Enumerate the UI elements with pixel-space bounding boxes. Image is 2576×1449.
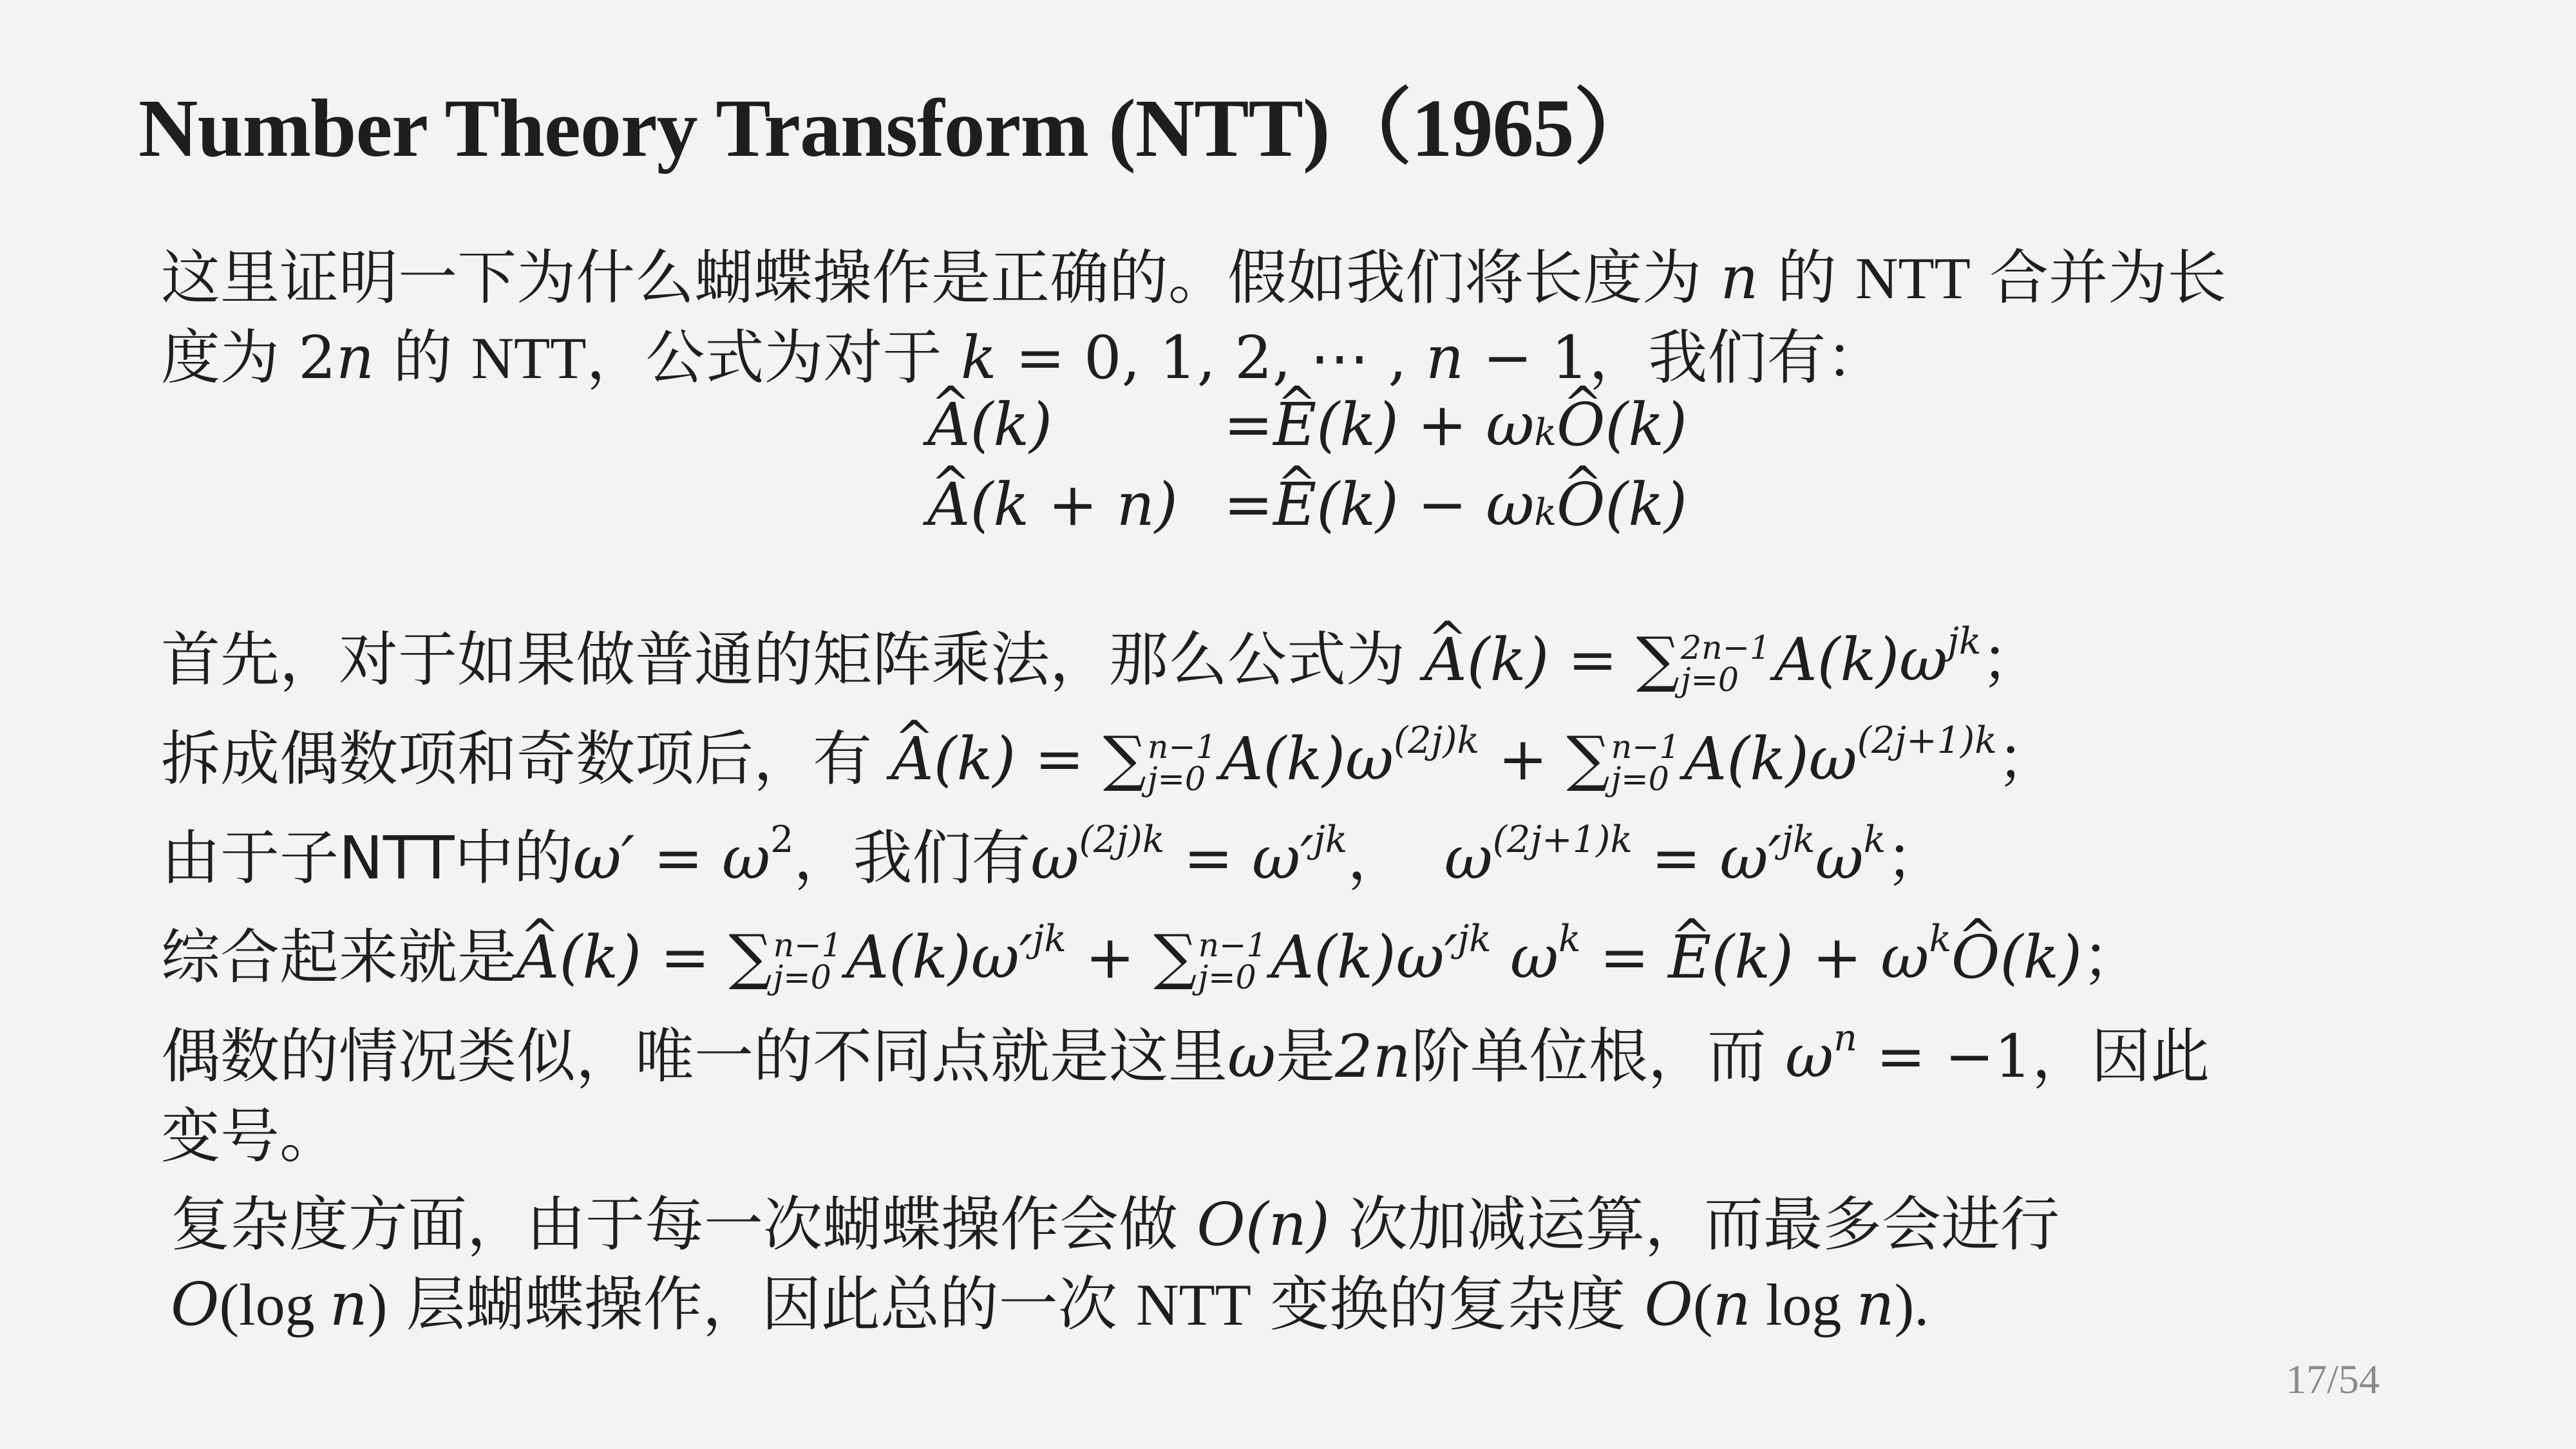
superscript: k xyxy=(1929,917,1952,960)
punct: ； xyxy=(1886,824,1946,893)
superscript: (2j)k xyxy=(1393,719,1480,762)
sum-limits xyxy=(1680,628,1771,699)
superscript: (2j)k xyxy=(1079,818,1165,861)
sum-limits xyxy=(1611,727,1680,798)
intro-text: 度为 xyxy=(161,323,280,392)
complexity-paragraph xyxy=(171,1185,2060,1345)
math: = −1 xyxy=(1857,1022,2032,1091)
proof-text: ，我们有 xyxy=(793,824,1031,893)
butterfly-equations xyxy=(927,385,1687,545)
superscript: jk xyxy=(1947,620,1982,663)
paren: ( xyxy=(1692,1272,1713,1338)
complexity-text: 层蝴蝶操作，因此总的一次 xyxy=(406,1270,1117,1339)
rhs: (k) xyxy=(1605,390,1687,459)
rhs: (k) − ω xyxy=(1316,470,1535,539)
intro-text: 合并为长 xyxy=(1989,243,2227,312)
sum-bottom: j=0 xyxy=(1680,660,1739,699)
math: (k) = xyxy=(559,923,729,992)
math: ω xyxy=(1815,824,1864,893)
var-n: n xyxy=(1720,243,1759,312)
E-hat: E ^ xyxy=(1273,385,1316,465)
superscript: 2 xyxy=(770,818,794,861)
proof-text: 首先，对于如果做普通的矩阵乘法，那么公式为 xyxy=(161,625,1406,694)
arg: (k) xyxy=(970,390,1052,459)
log: (log xyxy=(219,1272,330,1338)
superscript: jk xyxy=(1032,917,1066,960)
math: A(k)ω′ xyxy=(846,923,1033,992)
O-hat: O ^ xyxy=(1557,385,1605,465)
sum-symbol: ∑ xyxy=(728,922,772,992)
sum-limits xyxy=(773,925,842,996)
sum-symbol: ∑ xyxy=(1636,625,1680,695)
omega: ω xyxy=(1785,1022,1834,1091)
var-n: n xyxy=(1712,1270,1751,1339)
range: = 0, 1, 2, ⋯ , xyxy=(996,323,1426,392)
math: (k) + ω xyxy=(1711,923,1929,992)
punct: ； xyxy=(1996,724,2056,793)
proof-text: ，因此 xyxy=(2032,1022,2210,1091)
ntt-label: NTT xyxy=(1136,1272,1251,1338)
plus: + xyxy=(1479,724,1567,793)
paren: ). xyxy=(1894,1272,1929,1338)
complexity-text: 变换的复杂度 xyxy=(1270,1270,1626,1339)
plus: + xyxy=(1066,923,1154,992)
superscript: jk xyxy=(1313,818,1348,861)
sum-bottom: j=0 xyxy=(1611,759,1669,798)
sum-top: n−1 xyxy=(1198,925,1267,964)
rhs: (k) + ω xyxy=(1316,390,1535,459)
equals: = xyxy=(1224,390,1274,459)
superscript: (2j+1)k xyxy=(1492,818,1633,861)
intro-text: ，公式为对于 xyxy=(586,323,942,392)
proof-text: 变号。 xyxy=(161,1102,339,1171)
superscript: k xyxy=(1558,917,1581,960)
sum-limits xyxy=(1147,727,1217,798)
O-hat: O ^ xyxy=(1557,465,1605,545)
sum-symbol: ∑ xyxy=(1153,922,1197,992)
math: ω′ = ω xyxy=(573,824,771,893)
proof-text: 由于子NTT中的 xyxy=(161,824,573,893)
math: ω xyxy=(1444,824,1493,893)
big-o: O xyxy=(171,1270,220,1339)
big-o: O(n) xyxy=(1197,1190,1330,1259)
A-hat: A ^ xyxy=(927,465,970,545)
math: = ω′ xyxy=(1632,824,1782,893)
proof-paragraph xyxy=(161,611,2210,1171)
intro-line-1 xyxy=(161,238,2226,318)
proof-text: 拆成偶数项和奇数项后，有 xyxy=(161,724,873,793)
A-hat: A ^ xyxy=(516,908,559,1007)
complexity-line-2 xyxy=(171,1265,2060,1345)
var-n: n xyxy=(1425,323,1464,392)
omega: ω xyxy=(1227,1022,1276,1091)
equals: = xyxy=(1580,923,1669,992)
minus-one: − 1 xyxy=(1464,323,1589,392)
A-hat: A ^ xyxy=(1424,611,1466,710)
proof-line-6 xyxy=(161,1087,2210,1171)
superscript: n xyxy=(1833,1016,1857,1059)
proof-text: 是 xyxy=(1276,1022,1336,1091)
math: 2n xyxy=(1335,1022,1411,1091)
math: = ω′ xyxy=(1164,824,1314,893)
superscript: k xyxy=(1863,818,1886,861)
equation-lhs xyxy=(927,385,1224,465)
sum-top: 2n−1 xyxy=(1680,628,1771,667)
proof-text: 偶数的情况类似，唯一的不同点就是这里 xyxy=(161,1022,1228,1091)
intro-paragraph xyxy=(161,238,2226,398)
proof-text: 阶单位根，而 xyxy=(1410,1022,1766,1091)
proof-line-1 xyxy=(161,611,2210,710)
math: A(k)ω′ xyxy=(1271,923,1458,992)
complexity-text: 复杂度方面，由于每一次蝴蝶操作会做 xyxy=(171,1190,1179,1259)
intro-text: 这里证明一下为什么蝴蝶操作是正确的。假如我们将长度为 xyxy=(161,243,1702,312)
log: log xyxy=(1750,1272,1857,1338)
sum-symbol: ∑ xyxy=(1103,724,1146,794)
proof-line-5 xyxy=(161,1007,2210,1091)
math: A(k)ω xyxy=(1220,724,1394,793)
var-n: n xyxy=(329,1270,368,1339)
E-hat: E ^ xyxy=(1668,908,1711,1007)
coef: 2 xyxy=(298,323,336,392)
intro-text: 的 xyxy=(1777,243,1837,312)
proof-line-2 xyxy=(161,710,2210,809)
equation-row-1: A ^(k) = E ^ (k) + ω k O ^ (k) xyxy=(927,385,1687,465)
intro-text: ，我们有： xyxy=(1589,323,1886,392)
sum-top: n−1 xyxy=(1147,727,1217,766)
sum-top: n−1 xyxy=(773,925,842,964)
A-hat: A ^ xyxy=(891,710,933,809)
math: (k) = xyxy=(1466,625,1636,694)
punct: ， xyxy=(1347,824,1407,893)
slide-title: Number Theory Transform (NTT)（1965） xyxy=(138,82,1656,174)
math: (k) = xyxy=(933,724,1103,793)
sum-limits xyxy=(1198,925,1267,996)
math: A(k)ω xyxy=(1774,625,1948,694)
O-hat: O ^ xyxy=(1951,908,2000,1007)
ntt-label: NTT xyxy=(1855,245,1971,311)
proof-line-4 xyxy=(161,908,2210,1007)
punct: ； xyxy=(1981,625,2041,694)
sum-top: n−1 xyxy=(1611,727,1680,766)
proof-text: 综合起来就是 xyxy=(161,923,517,992)
A-hat: A ^ xyxy=(927,385,970,465)
equation-row-2: A ^(k + n) = E ^ (k) − ω k O ^ (k) xyxy=(927,465,1687,545)
math: A(k)ω xyxy=(1683,724,1857,793)
paren: ) xyxy=(367,1272,388,1338)
superscript: jk xyxy=(1781,818,1815,861)
arg: (k + n) xyxy=(970,470,1178,539)
math: (k) xyxy=(2000,923,2083,992)
sum-symbol: ∑ xyxy=(1566,724,1610,794)
equation-lhs xyxy=(927,465,1224,545)
sum-bottom: j=0 xyxy=(773,958,831,996)
rhs: (k) xyxy=(1605,470,1687,539)
math: ω xyxy=(1491,923,1559,992)
var-n: n xyxy=(1856,1270,1895,1339)
page-number: 17/54 xyxy=(2286,1356,2380,1402)
punct: ； xyxy=(2082,923,2142,992)
complexity-line-1 xyxy=(171,1185,2060,1265)
var-k: k xyxy=(960,323,997,392)
complexity-text: 次加减运算，而最多会进行 xyxy=(1348,1190,2060,1259)
superscript: (2j+1)k xyxy=(1857,719,1997,762)
superscript: jk xyxy=(1457,917,1492,960)
E-hat: E ^ xyxy=(1273,465,1316,545)
sum-bottom: j=0 xyxy=(1198,958,1256,996)
ntt-label: NTT xyxy=(471,325,587,391)
big-o: O xyxy=(1644,1270,1693,1339)
proof-line-3 xyxy=(161,809,2210,908)
equals: = xyxy=(1224,470,1274,539)
var-n: n xyxy=(336,323,375,392)
sum-bottom: j=0 xyxy=(1147,759,1206,798)
intro-text: 的 xyxy=(393,323,453,392)
math: ω xyxy=(1030,824,1079,893)
